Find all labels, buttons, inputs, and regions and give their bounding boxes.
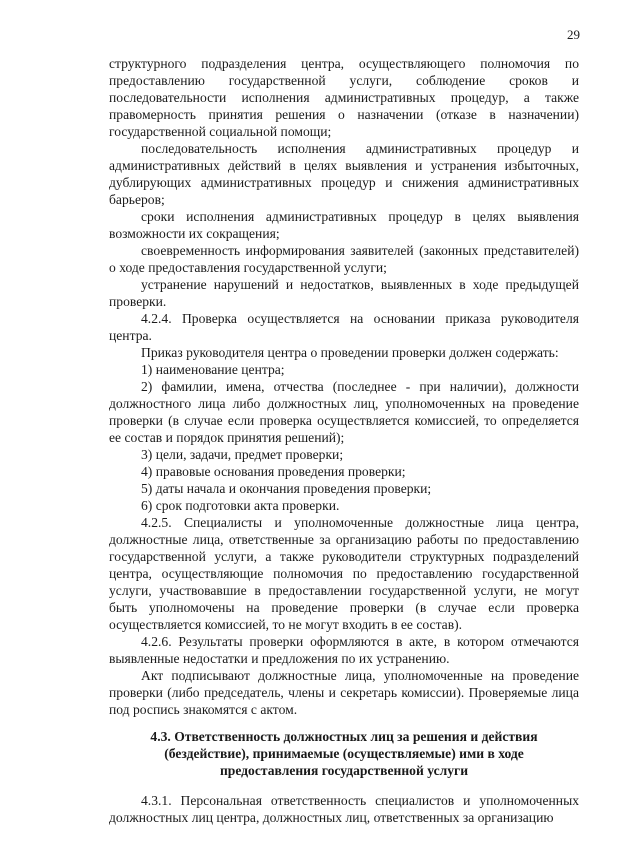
paragraph: 4.2.6. Результаты проверки оформляются в акте, в котором отмечаются выявленные недостатки и предложения по их устранению.: [109, 634, 579, 666]
paragraph: устранение нарушений и недостатков, выявленных в ходе предыдущей проверки.: [109, 277, 579, 309]
paragraph: 4.2.5. Специалисты и уполномоченные должностные лица центра, должностные лица, ответственные за организацию работы по предоставлению государственной услуги, а также руководители структурных подразделений центра, осуществляющие полномочия по предоставлению государственной услуги, участвовавшие в предоставлении государственной услуги, не могут быть уполномочены на проведение проверки (в случае если проверка осуществляется комиссией, то не могут входить в ее состав).: [109, 515, 579, 632]
paragraph: своевременность информирования заявителей (законных представителей) о ходе предоставления государственной услуги;: [109, 243, 579, 275]
paragraph: Приказ руководителя центра о проведении проверки должен содержать:: [141, 345, 559, 360]
list-item: 5) даты начала и окончания проведения проверки;: [141, 481, 432, 496]
paragraph: структурного подразделения центра, осуществляющего полномочия по предоставлению государственной услуги, соблюдение сроков и последовательности исполнения административных процедур, а также правомерность принятия решения о назначении (отказе в назначении) государственной социальной помощи;: [109, 56, 579, 139]
list-item: 1) наименование центра;: [141, 362, 285, 377]
paragraph: 4.3.1. Персональная ответственность специалистов и уполномоченных должностных лиц центра, должностных лиц, ответственных за организацию: [109, 793, 579, 825]
paragraph: Акт подписывают должностные лица, уполномоченные на проведение проверки (либо председатель, члены и секретарь комиссии). Проверяемые лица под роспись знакомятся с актом.: [109, 668, 579, 717]
list-item: 3) цели, задачи, предмет проверки;: [141, 447, 344, 462]
document-body: [109, 55, 579, 826]
list-item: 4) правовые основания проведения проверки;: [141, 464, 406, 479]
page-number: 29: [567, 27, 580, 42]
paragraph: сроки исполнения административных процедур в целях выявления возможности их сокращения;: [109, 209, 579, 241]
paragraph: последовательность исполнения административных процедур и административных действий в целях выявления и устранения избыточных, дублирующих административных процедур и снижения административных барьеров;: [109, 141, 579, 207]
list-item: 2) фамилии, имена, отчества (последнее - при наличии), должности должностного лица либо должностных лиц, уполномоченных на проведение проверки (в случае если проверка осуществляется комиссией, то определяется ее состав и порядок принятия решений);: [109, 379, 579, 445]
list-item: 6) срок подготовки акта проверки.: [141, 498, 340, 513]
paragraph: 4.2.4. Проверка осуществляется на основании приказа руководителя центра.: [109, 311, 579, 343]
section-heading: 4.3. Ответственность должностных лиц за решения и действия (бездействие), принимаемые (осуществляемые) ими в ходе предоставления государственной услуги: [150, 729, 538, 778]
